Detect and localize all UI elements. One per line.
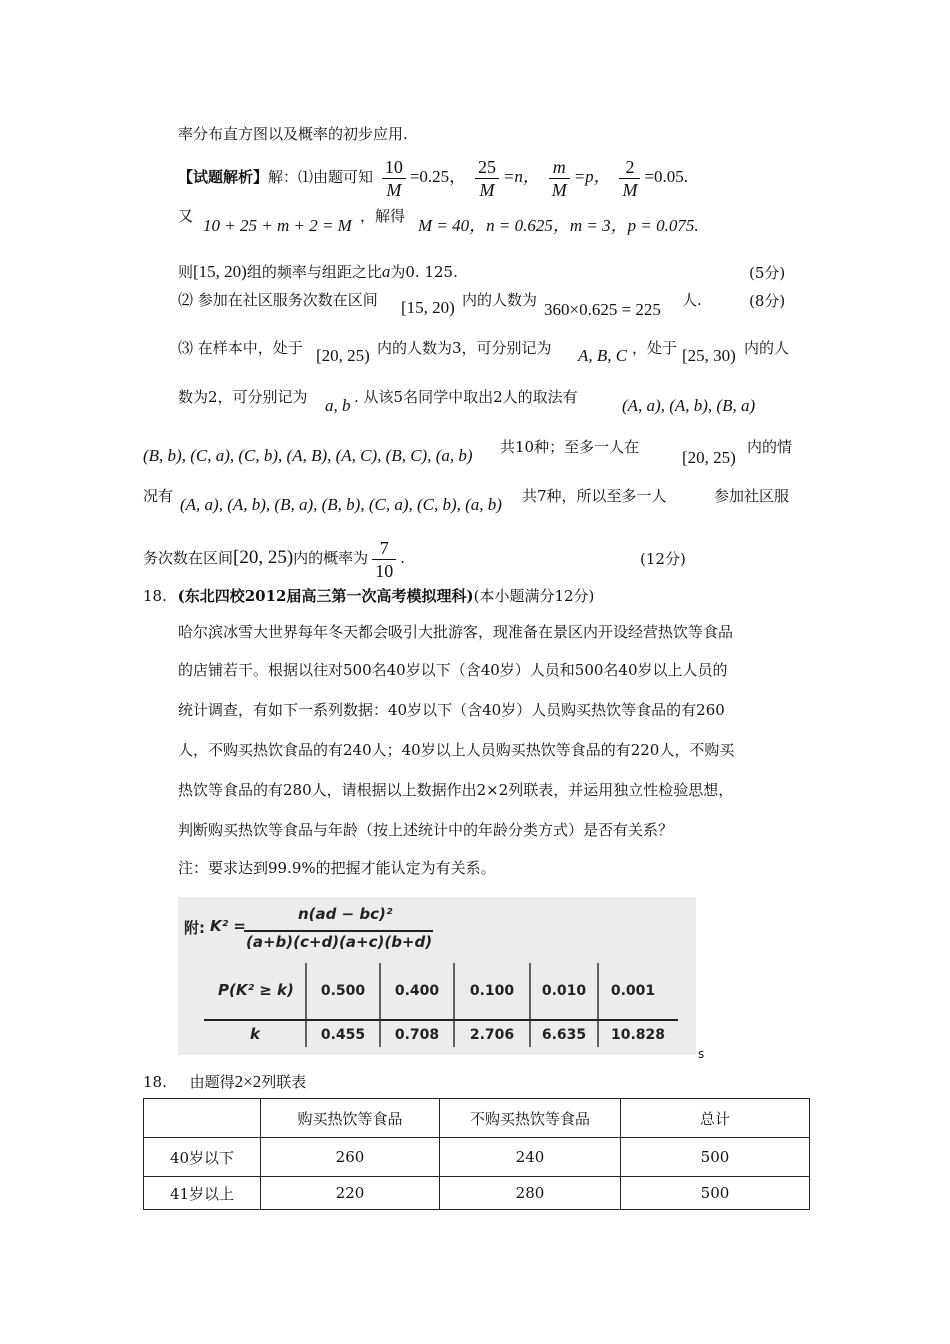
text: 列联表 — [261, 1073, 307, 1091]
interval: [15, 20) — [401, 298, 455, 317]
question-text: 统计调查，有如下一系列数据：40岁以下（含40岁）人员购买热饮等食品的有260 — [178, 701, 725, 719]
variables: A, B, C — [578, 346, 628, 365]
interval: [20, 25) — [682, 448, 736, 467]
question-note: 注：要求达到99.9%的把握才能认定为有关系。 — [178, 859, 496, 877]
scan-p-value: 0.100 — [469, 983, 515, 999]
pairs: (A, a), (A, b), (B, a) — [622, 396, 756, 415]
text: 数为2，可分别记为 — [178, 388, 308, 406]
table-header-cell: 购买热饮等食品 — [261, 1099, 440, 1138]
table-header-cell — [144, 1099, 261, 1138]
scanned-formula-image — [178, 897, 696, 1055]
math: =0.05. — [644, 167, 689, 186]
scan-p-value: 0.400 — [394, 983, 440, 999]
text: 参加社区服 — [714, 487, 790, 505]
answer-number: 18. — [143, 1073, 167, 1091]
fraction — [372, 537, 396, 582]
question-text: 哈尔滨冰雪大世界每年冬天都会吸引大批游客，现准备在景区内开设经营热饮等食品 — [178, 623, 734, 641]
scan-row-head-p: P(K² ≥ k) — [218, 981, 294, 999]
text: 内的概率为 — [293, 549, 369, 567]
solution-line-1 — [178, 152, 688, 202]
text: ⑵ 参加在社区服务次数在区间 — [178, 291, 378, 309]
scan-p-value: 0.001 — [610, 983, 656, 999]
question-text: 的店铺若干。根据以往对500名40岁以下（含40岁）人员和500名40岁以上人员的 — [178, 661, 728, 679]
numerator: 2 — [619, 156, 640, 179]
text: 共7种，所以至多一人 — [522, 487, 667, 505]
scan-numerator: n(ad − bc)² — [298, 905, 393, 923]
scan-k-value: 2.706 — [469, 1027, 515, 1043]
table-cell: 260 — [261, 1138, 440, 1177]
answer-header — [143, 1072, 306, 1092]
scan-denominator: (a+b)(c+d)(a+c)(b+d) — [246, 933, 433, 951]
text: 组的频率与组距之比 — [246, 263, 382, 281]
table-cell: 500 — [621, 1138, 810, 1177]
table-row — [144, 1138, 810, 1177]
text: 内的情 — [747, 438, 793, 456]
solution-line-3 — [178, 262, 458, 282]
text: . — [400, 549, 405, 567]
fraction — [549, 156, 570, 201]
math: =n， — [502, 167, 540, 186]
text: 共10种；至多一人在 — [500, 438, 640, 456]
scan-row-head-k: k — [250, 1025, 260, 1043]
table-header-cell: 总计 — [621, 1099, 810, 1138]
variables: a, b — [325, 396, 351, 415]
text: . 从该5名同学中取出2人的取法有 — [354, 388, 578, 406]
interval: [20, 25) — [316, 346, 370, 365]
interval: [25, 30) — [682, 346, 736, 365]
table-cell: 500 — [621, 1177, 810, 1210]
text: 解：⑴由题可知 — [268, 168, 374, 186]
numerator: 25 — [475, 156, 499, 179]
contingency-table — [143, 1098, 810, 1210]
question-header — [143, 586, 594, 606]
question-source: (东北四校2012届高三第一次高考模拟理科) — [177, 587, 474, 605]
numerator: 7 — [372, 537, 396, 560]
scan-formula-lhs: K² = — [210, 917, 246, 935]
numerator: m — [549, 156, 570, 179]
question-text: 热饮等食品的有280人，请根据以上数据作出2×2列联表，并运用独立性检验思想， — [178, 781, 734, 799]
text: 由题得 — [189, 1073, 235, 1091]
equation: 10 + 25 + m + 2 = M — [203, 216, 352, 235]
fraction — [382, 156, 406, 201]
denominator: M — [551, 179, 567, 200]
question-points: (本小题满分12分) — [473, 587, 595, 605]
text: 务次数在区间 — [143, 549, 234, 567]
table-row — [144, 1177, 810, 1210]
scan-label: 附: — [184, 919, 205, 937]
question-text: 判断购买热饮等食品与年龄（按上述统计中的年龄分类方式）是否有关系？ — [178, 821, 674, 839]
math: =0.25， — [409, 167, 467, 186]
math: =p， — [573, 167, 611, 186]
interval: [20, 25) — [233, 547, 294, 568]
text: 内的人数为3，可分别记为 — [377, 339, 552, 357]
denominator: M — [622, 179, 638, 200]
scan-k-value: 0.708 — [394, 1027, 440, 1043]
pairs: (B, b), (C, a), (C, b), (A, B), (A, C), (B, C), (a, b) — [143, 446, 473, 465]
text: ，处于 — [632, 339, 678, 357]
stray-mark: s — [698, 1047, 705, 1061]
scan-k-value: 0.455 — [320, 1027, 366, 1043]
math: 2×2 — [234, 1072, 262, 1091]
denominator: 10 — [375, 560, 394, 581]
equation: M = 40，n = 0.625，m = 3，p = 0.075. — [418, 216, 699, 235]
score-mark: (12分) — [640, 550, 686, 568]
table-cell: 220 — [261, 1177, 440, 1210]
solution-label: 【试题解析】 — [178, 168, 269, 186]
table-header-row — [144, 1099, 810, 1138]
pairs: (A, a), (A, b), (B, a), (B, b), (C, a), (C, b), (a, b) — [180, 495, 502, 514]
equation: 360×0.625 = 225 — [544, 300, 661, 319]
scan-p-value: 0.500 — [320, 983, 366, 999]
score-mark: (8分) — [749, 292, 786, 310]
scan-k-value: 10.828 — [610, 1027, 666, 1043]
text: 况有 — [143, 487, 174, 505]
question-number: 18. — [143, 587, 167, 605]
scan-p-value: 0.010 — [541, 983, 587, 999]
table-header-cell: 不购买热饮等食品 — [440, 1099, 621, 1138]
text: ⑶ 在样本中，处于 — [178, 339, 303, 357]
numerator: 10 — [382, 156, 406, 179]
score-mark: (5分) — [749, 264, 786, 282]
text: 则 — [178, 263, 194, 281]
table-cell: 280 — [440, 1177, 621, 1210]
text: 又 — [178, 207, 194, 225]
interval: [15, 20) — [193, 262, 247, 281]
denominator: M — [386, 179, 402, 200]
solution-line-final — [143, 536, 405, 580]
fraction — [475, 156, 499, 201]
variable: a — [381, 262, 391, 281]
text: 人. — [682, 291, 702, 309]
denominator: M — [479, 179, 495, 200]
table-cell: 41岁以上 — [144, 1177, 261, 1210]
text: 内的人数为 — [462, 291, 538, 309]
text: 内的人 — [744, 339, 790, 357]
table-cell: 240 — [440, 1138, 621, 1177]
text-line: 率分布直方图以及概率的初步应用. — [178, 125, 408, 143]
fraction — [619, 156, 640, 201]
question-text: 人，不购买热饮食品的有240人；40岁以上人员购买热饮等食品的有220人，不购买 — [178, 741, 735, 759]
text: ，解得 — [360, 207, 406, 225]
scan-k-value: 6.635 — [541, 1027, 587, 1043]
table-cell: 40岁以下 — [144, 1138, 261, 1177]
text: 为0. 125. — [390, 263, 458, 281]
